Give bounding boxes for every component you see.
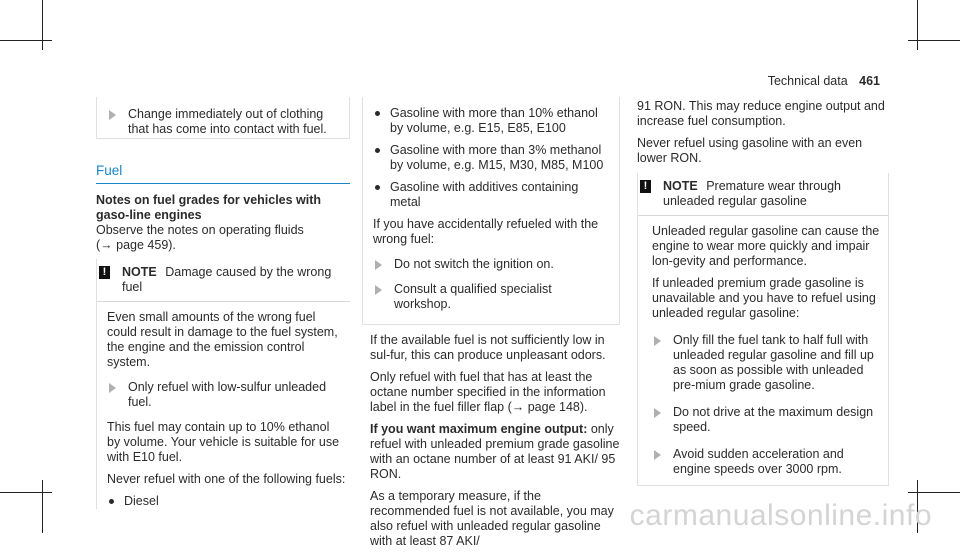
never-text: Never refuel with one of the following fuels: xyxy=(107,472,346,486)
action-arrow-icon xyxy=(654,450,661,460)
crop-mark xyxy=(917,0,918,50)
middle-column xyxy=(362,97,620,556)
note-box xyxy=(637,173,889,486)
action-text: Change immediately out of clothing that has come into contact with fuel. xyxy=(128,107,327,136)
list-item xyxy=(107,494,346,509)
action-arrow-icon xyxy=(109,110,116,120)
list-text: Gasoline with more than 10% ethanol by volume, e.g. E15, E85, E100 xyxy=(390,106,598,135)
bullet-icon xyxy=(375,185,380,190)
ethanol-text: This fuel may contain up to 10% ethanol by volume. Your vehicle is suitable for use with E10 fuel. xyxy=(107,420,340,464)
accident-text: If you have accidentally refueled with the wrong fuel: xyxy=(373,217,599,246)
action-item xyxy=(373,282,611,312)
continuation-text: 91 RON. This may reduce engine output and increase fuel consumption. xyxy=(637,99,885,128)
section-title: Fuel xyxy=(96,163,123,178)
crop-mark xyxy=(0,492,52,493)
note-label: NOTE xyxy=(663,179,698,193)
crop-mark xyxy=(908,40,960,41)
action-item xyxy=(652,447,880,477)
note-body: Even small amounts of the wrong fuel could result in damage to the fuel system, the engine and the emission control system. xyxy=(107,310,338,369)
action-text: Do not drive at the maximum design speed. xyxy=(673,405,874,434)
page-reference: (→ page 148). xyxy=(507,400,588,414)
crop-mark xyxy=(0,40,52,41)
observe-line: Observe the notes on operating fluids xyxy=(96,223,304,237)
list-text: Gasoline with additives containing metal xyxy=(390,180,579,209)
bullet-icon xyxy=(375,111,380,116)
left-column xyxy=(96,97,350,516)
max-performance-label: If you want maximum engine output: xyxy=(370,422,588,436)
note-title: Premature wear through unleaded regular gasoline xyxy=(663,179,842,208)
right-column xyxy=(637,99,889,486)
list-item xyxy=(373,143,611,173)
note-box xyxy=(96,259,350,509)
note-header xyxy=(638,173,888,215)
action-arrow-icon xyxy=(654,408,661,418)
watermark: carmanualsonline.info xyxy=(629,499,932,532)
bullet-icon xyxy=(375,148,380,153)
action-text: Consult a qualified specialist workshop. xyxy=(394,282,552,311)
note-box-continued xyxy=(362,97,620,325)
note-title: Damage caused by the wrong fuel xyxy=(122,265,332,294)
temporary-text: As a temporary measure, if the recommended fuel is not available, you may also refuel with unleaded regular gasoline with at least 87 AKI/ xyxy=(370,489,614,548)
max-performance-body: only refuel with unleaded premium grade gasoline with an octane number of at least 91 AKI/ 95 RON. xyxy=(370,422,620,481)
continued-box xyxy=(96,97,350,139)
crop-mark xyxy=(42,480,43,533)
action-arrow-icon xyxy=(654,336,661,346)
action-text: Only fill the fuel tank to half full with unleaded regular gasoline and fill up as soon as possible with unleaded pre-mium grade gasoline. xyxy=(673,333,874,392)
header-section: Technical data xyxy=(767,74,848,88)
insufficient-text: If the available fuel is not sufficiently low in sul-fur, this can produce unpleasant odors. xyxy=(370,333,606,362)
octane-text xyxy=(370,370,620,415)
action-text: Only refuel with low-sulfur unleaded fuel. xyxy=(128,380,327,409)
action-arrow-icon xyxy=(375,285,382,295)
action-text: Avoid sudden acceleration and engine speeds over 3000 rpm. xyxy=(673,447,844,476)
list-item xyxy=(373,180,611,210)
running-header xyxy=(768,74,880,89)
never-text: Never refuel using gasoline with an even lower RON. xyxy=(637,136,863,165)
max-performance-text xyxy=(370,422,620,482)
list-text: Gasoline with more than 3% methanol by volume, e.g. M15, M30, M85, M100 xyxy=(390,143,604,172)
warning-icon: ! xyxy=(99,266,110,279)
action-item xyxy=(373,257,611,272)
list-text: Diesel xyxy=(124,494,159,508)
action-item xyxy=(107,107,341,137)
page-number: 461 xyxy=(859,74,880,88)
action-arrow-icon xyxy=(109,383,116,393)
action-arrow-icon xyxy=(375,260,382,270)
octane-line: Only refuel with fuel that has at least the octane number specified in the information label in the fuel filler flap xyxy=(370,370,606,414)
action-text: Do not switch the ignition on. xyxy=(394,257,554,271)
note-body: Unleaded regular gasoline can cause the engine to wear more quickly and impair lon-gevity and performance. xyxy=(652,224,880,268)
crop-mark xyxy=(908,492,960,493)
crop-mark xyxy=(42,0,43,50)
bullet-icon xyxy=(109,499,114,504)
action-item xyxy=(652,333,880,393)
unavailable-text: If unleaded premium grade gasoline is unavailable and you have to refuel using unleaded regular gasoline: xyxy=(652,276,876,320)
warning-icon: ! xyxy=(640,180,651,193)
notes-heading: Notes on fuel grades for vehicles with gaso-line engines xyxy=(96,193,322,222)
note-label: NOTE xyxy=(122,265,157,279)
note-header xyxy=(97,259,350,301)
action-item xyxy=(107,380,346,410)
page-reference: (→ page 459). xyxy=(96,238,176,252)
list-item xyxy=(373,106,611,136)
action-item xyxy=(652,405,880,435)
